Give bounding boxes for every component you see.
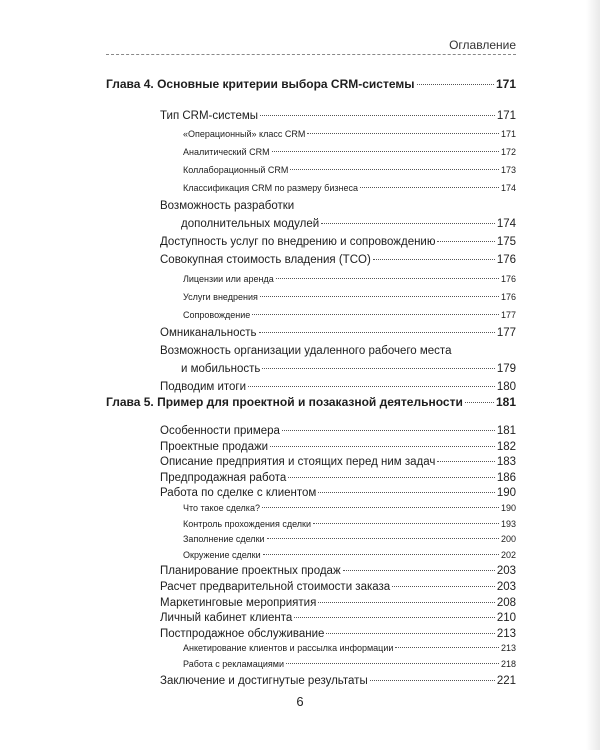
toc-entry: [160, 628, 516, 640]
toc-subentry: [183, 643, 516, 653]
dot-leader: [248, 386, 495, 387]
dot-leader: [286, 663, 499, 664]
dot-leader: [373, 259, 495, 260]
entry-label: Особенности примера: [160, 425, 280, 437]
toc-entry: Омниканальность 177: [160, 327, 516, 339]
chapter-4-heading: [106, 77, 516, 91]
entry-label: Личный кабинет клиента: [160, 612, 293, 625]
entry-label: Проектные продажи: [160, 440, 269, 453]
dot-leader: [360, 187, 499, 188]
entry-page: 200: [500, 534, 516, 545]
dot-leader: [343, 570, 495, 571]
toc-entry: [160, 581, 516, 593]
dot-leader: [260, 296, 499, 297]
dot-leader: [260, 115, 495, 116]
dot-leader: [318, 602, 495, 603]
entry-label: Работа с рекламациями: [183, 659, 284, 669]
toc-subentry: Аналитический CRM 172: [183, 147, 516, 157]
entry-page: 181: [496, 425, 516, 437]
entry-page: 221: [496, 674, 516, 687]
toc-subentry: [183, 659, 516, 669]
dot-leader: [282, 430, 495, 431]
toc-entry-continuation: дополнительных модулей 174: [181, 218, 516, 230]
page-number: 6: [296, 694, 304, 709]
toc-subentry: Услуги внедрения 176: [183, 292, 516, 302]
toc-entry: Подводим итоги 180: [160, 381, 516, 393]
entry-page: 190: [500, 503, 516, 513]
entry-label: Предпродажная работа: [160, 471, 287, 484]
toc-entry: [160, 597, 516, 609]
entry-label: Планирование проектных продаж: [160, 565, 341, 578]
dot-leader: [288, 477, 495, 478]
entry-page: 218: [500, 659, 516, 669]
toc-entry: Возможность разработки: [160, 200, 295, 212]
entry-page: 210: [496, 612, 516, 625]
toc-subentry: Сопровождение 177: [183, 310, 516, 320]
dot-leader: [326, 633, 494, 634]
dot-leader: [370, 680, 495, 681]
toc-entry: [160, 441, 516, 453]
toc-entry: [160, 565, 516, 577]
entry-label: Окружение сделки: [183, 549, 261, 560]
entry-label: Заполнение сделки: [183, 534, 265, 545]
entry-label: Работа по сделке с клиентом: [160, 487, 317, 500]
dot-leader: [392, 586, 495, 587]
dot-leader: [259, 332, 495, 333]
toc-subentry: [183, 550, 516, 560]
dot-leader: [417, 84, 494, 85]
entry-label: Что такое сделка?: [183, 503, 260, 513]
toc-subentry: Коллаборационный CRM 173: [183, 165, 516, 175]
chapter-5-heading: [106, 395, 516, 409]
dot-leader: [395, 647, 499, 648]
toc-entry: Доступность услуг по внедрению и сопровождению 175: [160, 236, 516, 248]
entry-page: 186: [496, 471, 516, 484]
page-edge-shadow: [586, 0, 600, 750]
toc-entry: [160, 675, 516, 687]
dot-leader: [263, 554, 499, 555]
entry-page: 202: [500, 549, 516, 560]
entry-label: Контроль прохождения сделки: [183, 518, 312, 529]
entry-page: 203: [496, 581, 516, 593]
entry-label: Постпродажное обслуживание: [160, 627, 325, 640]
dot-leader: [307, 133, 499, 134]
toc-entry: Возможность организации удаленного рабочего места: [160, 345, 452, 357]
dot-leader: [321, 223, 495, 224]
dot-leader: [294, 617, 495, 618]
dot-leader: [290, 169, 499, 170]
toc-subentry: Лицензии или аренда 176: [183, 274, 516, 284]
chapter-title: Глава 5. Пример для проектной и позаказной деятельности: [106, 395, 463, 409]
dot-leader: [267, 538, 499, 539]
toc-entry: [160, 425, 516, 437]
entry-page: 193: [500, 518, 516, 529]
dot-leader: [272, 151, 499, 152]
toc-entry: Совокупная стоимость владения (TCO) 176: [160, 254, 516, 266]
toc-entry: [160, 612, 516, 624]
entry-page: 208: [496, 596, 516, 609]
entry-label: Расчет предварительной стоимости заказа: [160, 581, 391, 593]
entry-page: 213: [500, 643, 516, 654]
dot-leader: [437, 461, 494, 462]
chapter-page: 181: [495, 395, 516, 409]
dot-leader: [252, 314, 499, 315]
entry-label: Описание предприятия и стоящих перед ним задач: [160, 456, 436, 469]
running-header: Оглавление: [449, 38, 516, 52]
entry-page: 203: [496, 565, 516, 578]
entry-page: 190: [496, 487, 516, 500]
dot-leader: [262, 507, 499, 508]
entry-label: Анкетирование клиентов и рассылка информации: [183, 643, 394, 654]
toc-subentry: [183, 519, 516, 529]
entry-page: 213: [496, 627, 516, 640]
dot-leader: [262, 368, 494, 369]
toc-subentry: Классификация CRM по размеру бизнеса 174: [183, 183, 516, 193]
toc-subentry: «Операционный» класс CRM 171: [183, 129, 516, 139]
toc-entry: [160, 456, 516, 468]
dot-leader: [437, 241, 494, 242]
chapter-title: Глава 4. Основные критерии выбора CRM-системы: [106, 77, 415, 91]
toc-entry: [160, 472, 516, 484]
dot-leader: [313, 523, 499, 524]
toc-entry: Тип CRM-системы 171: [160, 110, 516, 122]
toc-subentry: [183, 503, 516, 513]
chapter-page: 171: [495, 77, 516, 91]
dot-leader: [318, 492, 494, 493]
entry-label: Заключение и достигнутые результаты: [160, 674, 368, 687]
entry-page: 183: [496, 456, 516, 469]
header-rule: [106, 54, 516, 55]
toc-entry-continuation: и мобильность 179: [181, 363, 516, 375]
entry-page: 182: [496, 440, 516, 453]
toc-entry: [160, 487, 516, 499]
entry-label: Маркетинговые мероприятия: [160, 596, 317, 609]
toc-subentry: [183, 534, 516, 544]
dot-leader: [276, 278, 499, 279]
dot-leader: [465, 402, 494, 403]
dot-leader: [270, 446, 495, 447]
